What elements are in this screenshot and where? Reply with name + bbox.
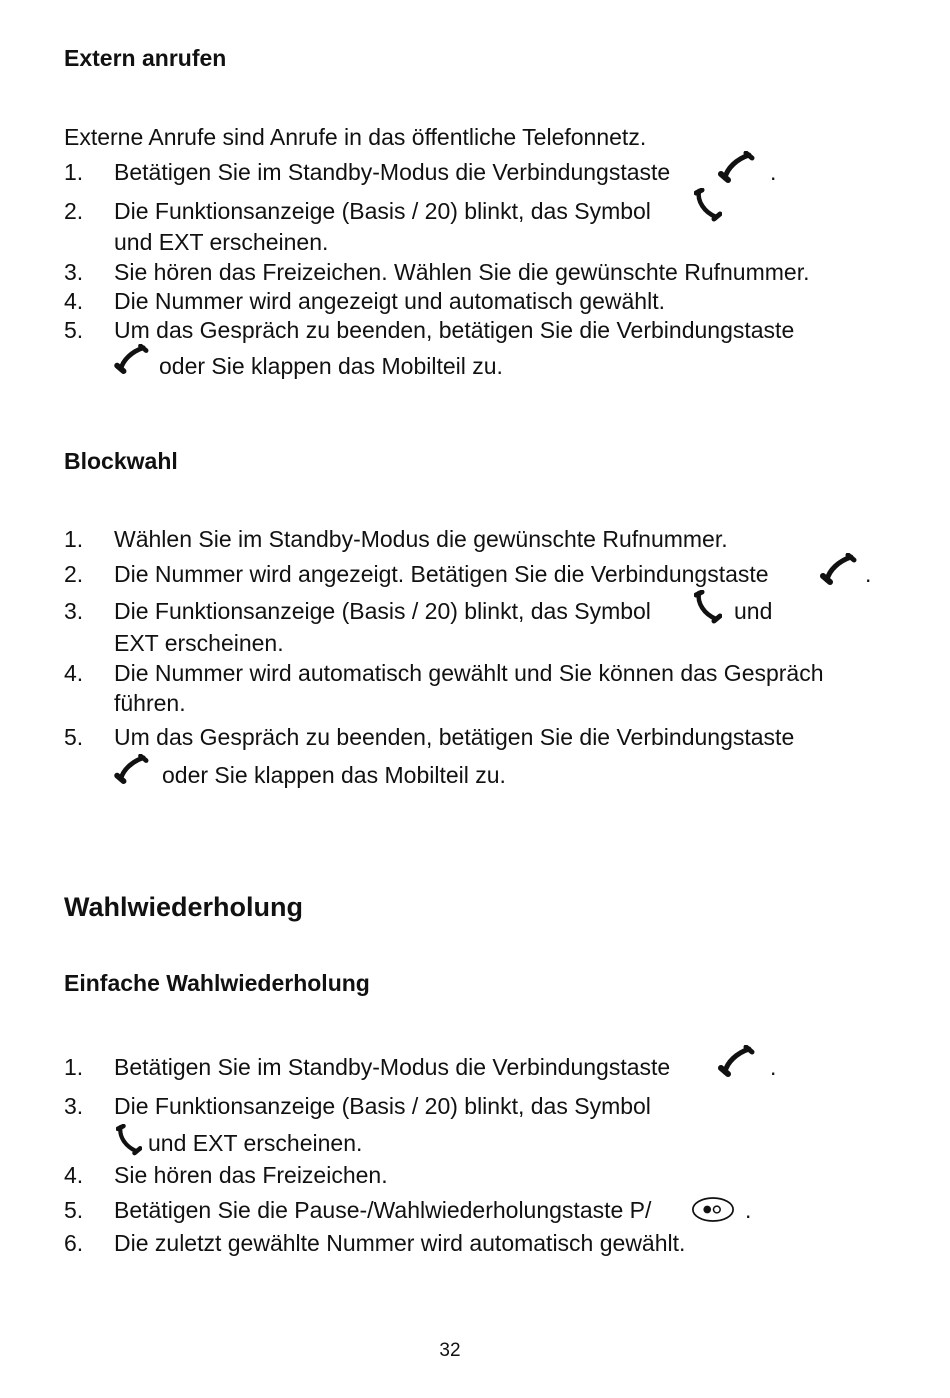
step-text: Die Nummer wird automatisch gewählt und Sie können das Gespräch xyxy=(114,660,824,686)
step-number: 1. xyxy=(64,526,84,552)
step-text-continued: und EXT erscheinen. xyxy=(114,229,329,255)
step-text: Um das Gespräch zu beenden, betätigen Sie die Verbindungstaste xyxy=(114,724,795,750)
step-number: 3. xyxy=(64,259,84,285)
step-text: Betätigen Sie die Pause-/Wahlwiederholungstaste P/ xyxy=(114,1197,652,1223)
step-text: Betätigen Sie im Standby-Modus die Verbindungstaste xyxy=(114,159,671,185)
step-text: Die Funktionsanzeige (Basis / 20) blinkt, das Symbol xyxy=(114,1093,651,1119)
step-end-period: . xyxy=(770,1054,777,1080)
step-text-continued: führen. xyxy=(114,690,186,716)
redial-key-icon xyxy=(690,1195,736,1224)
step-end-period: . xyxy=(770,159,777,185)
step-text: Die Funktionsanzeige (Basis / 20) blinkt, das Symbol xyxy=(114,198,651,224)
step-end-period: . xyxy=(745,1197,752,1223)
heading-blockwahl: Blockwahl xyxy=(64,448,178,474)
subheading-einfache-wahlwiederholung: Einfache Wahlwiederholung xyxy=(64,970,370,996)
intro-paragraph: Externe Anrufe sind Anrufe in das öffentliche Telefonnetz. xyxy=(64,124,647,150)
step-number: 6. xyxy=(64,1230,84,1256)
step-text: Die Funktionsanzeige (Basis / 20) blinkt, das Symbol xyxy=(114,598,651,624)
step-number: 4. xyxy=(64,660,84,686)
step-text: Sie hören das Freizeichen. xyxy=(114,1162,388,1188)
step-number: 5. xyxy=(64,317,84,343)
step-text-continued: EXT erscheinen. xyxy=(114,630,284,656)
step-text: Die Nummer wird angezeigt und automatisch gewählt. xyxy=(114,288,665,314)
heading-wahlwiederholung: Wahlwiederholung xyxy=(64,892,303,922)
step-text: Um das Gespräch zu beenden, betätigen Sie die Verbindungstaste xyxy=(114,317,795,343)
step-number: 1. xyxy=(64,1054,84,1080)
step-text: Betätigen Sie im Standby-Modus die Verbindungstaste xyxy=(114,1054,671,1080)
step-number: 3. xyxy=(64,1093,84,1119)
step-number: 3. xyxy=(64,598,84,624)
step-number: 1. xyxy=(64,159,84,185)
step-number: 5. xyxy=(64,724,84,750)
step-number: 5. xyxy=(64,1197,84,1223)
step-text-after-icon: und xyxy=(734,598,773,624)
step-number: 4. xyxy=(64,1162,84,1188)
heading-extern-anrufen: Extern anrufen xyxy=(64,45,227,71)
step-text-continued: und EXT erscheinen. xyxy=(148,1130,363,1156)
step-text: Die zuletzt gewählte Nummer wird automatisch gewählt. xyxy=(114,1230,686,1256)
call-symbol-icon xyxy=(116,1124,142,1156)
step-text-continued: oder Sie klappen das Mobilteil zu. xyxy=(159,353,503,379)
page-number: 32 xyxy=(439,1340,461,1361)
step-text: Wählen Sie im Standby-Modus die gewünschte Rufnummer. xyxy=(114,526,728,552)
step-number: 2. xyxy=(64,198,84,224)
step-text-continued: oder Sie klappen das Mobilteil zu. xyxy=(162,762,506,788)
step-text: Sie hören das Freizeichen. Wählen Sie die gewünschte Rufnummer. xyxy=(114,259,810,285)
step-number: 4. xyxy=(64,288,84,314)
step-end-period: . xyxy=(865,561,872,587)
step-number: 2. xyxy=(64,561,84,587)
step-text: Die Nummer wird angezeigt. Betätigen Sie die Verbindungstaste xyxy=(114,561,769,587)
talk-key-icon xyxy=(718,1045,758,1077)
